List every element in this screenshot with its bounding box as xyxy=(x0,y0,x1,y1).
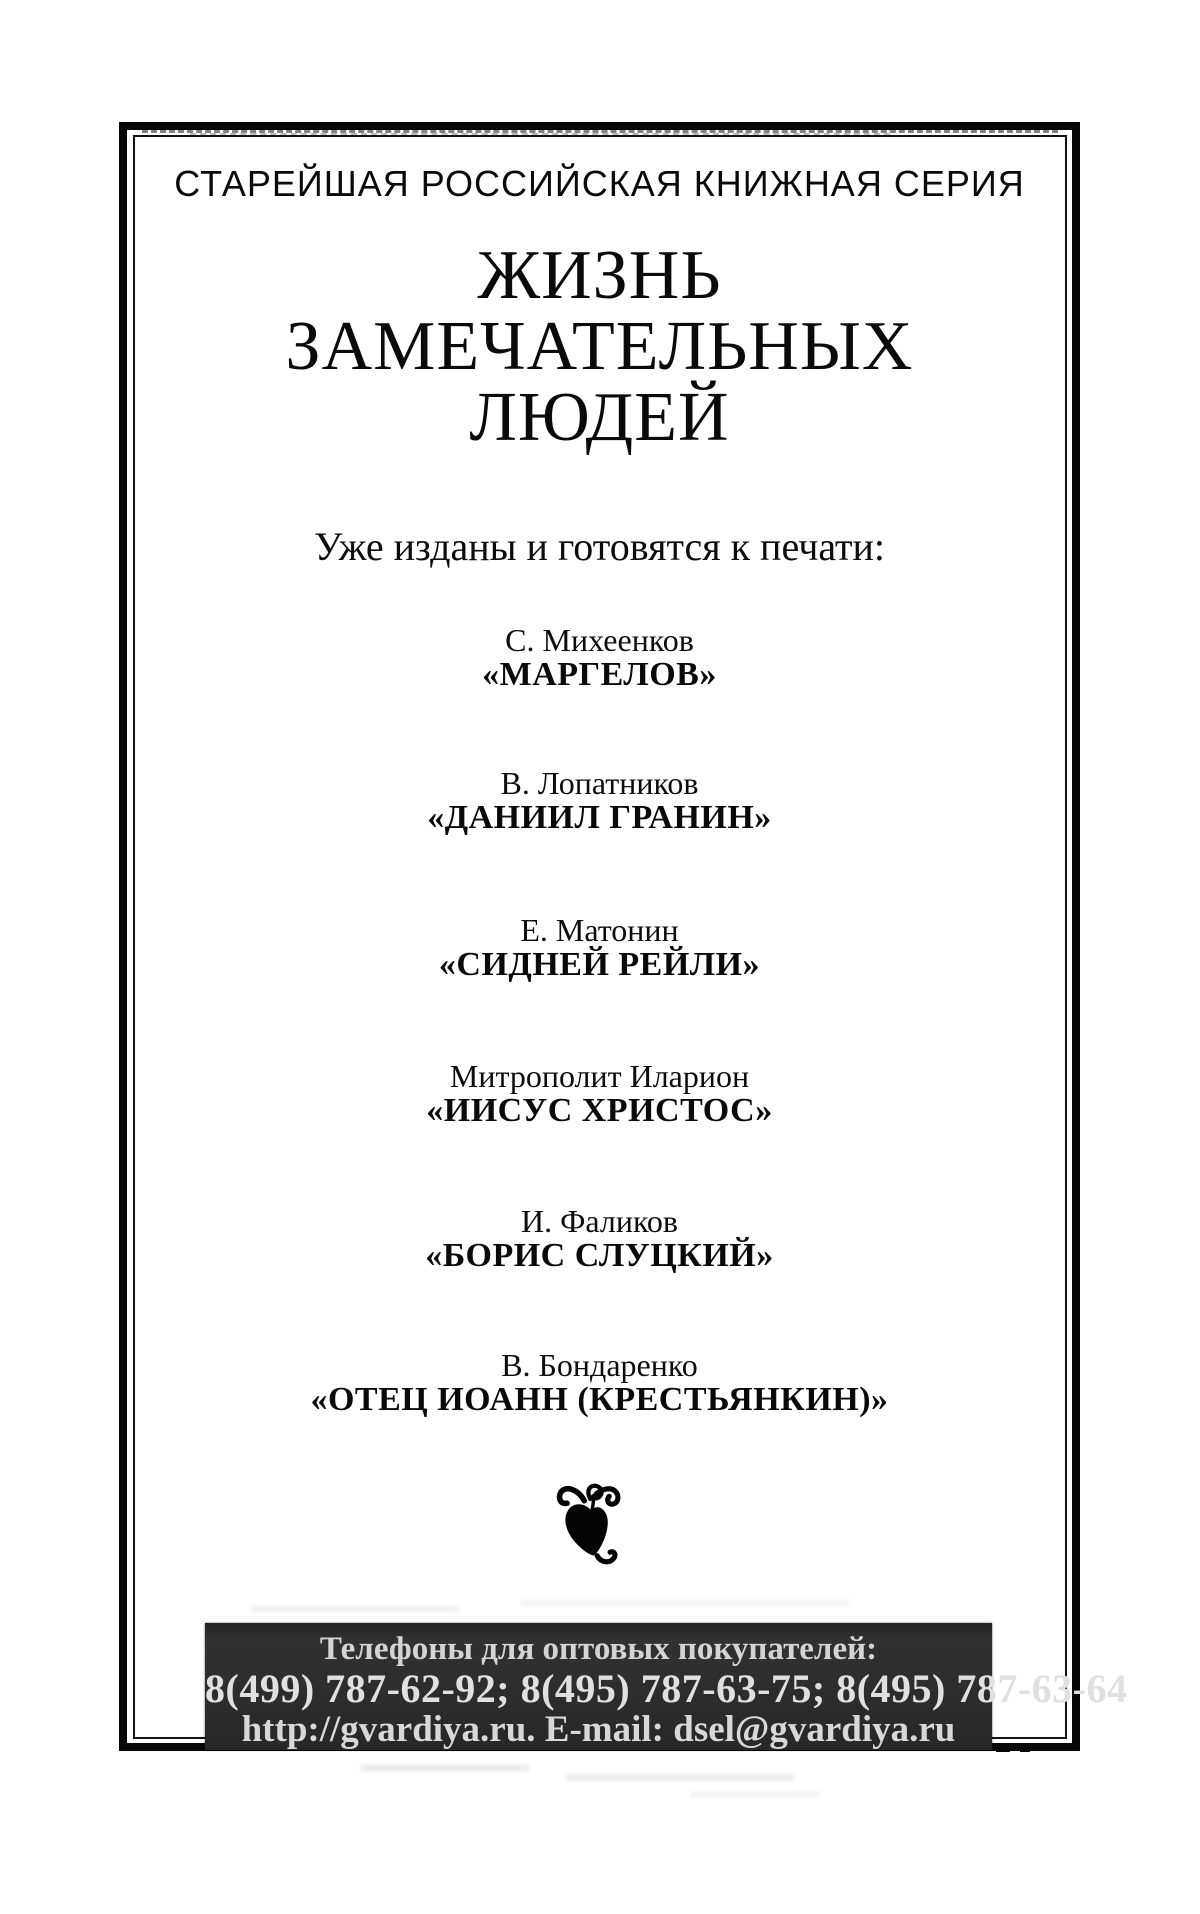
book-title: «ИИСУС ХРИСТОС» xyxy=(426,1092,773,1129)
book-title: «СИДНЕЙ РЕЙЛИ» xyxy=(438,946,761,983)
list-item xyxy=(119,1348,1080,1417)
page-title xyxy=(119,237,1080,456)
scan-noise-dashed-line xyxy=(190,133,890,135)
book-title: «ОТЕЦ ИОАНН (КРЕСТЬЯНКИН)» xyxy=(310,1381,889,1418)
title-line-1: ЖИЗНЬ xyxy=(477,237,722,314)
website-and-email: http://gvardiya.ru. E-mail: dsel@gvardiya.ru xyxy=(241,1709,956,1750)
list-item xyxy=(119,913,1080,982)
series-label: СТАРЕЙШАЯ РОССИЙСКАЯ КНИЖНАЯ СЕРИЯ xyxy=(174,163,1025,204)
book-author: Е. Матонин xyxy=(520,912,679,948)
book-author: С. Михеенков xyxy=(505,622,694,658)
wholesale-contact-box xyxy=(205,1623,1128,1750)
list-item xyxy=(119,623,1080,692)
book-title: «ДАНИИЛ ГРАНИН» xyxy=(427,799,772,836)
scan-smudge xyxy=(690,1792,820,1797)
book-author: В. Бондаренко xyxy=(501,1347,698,1383)
title-line-2: ЗАМЕЧАТЕЛЬНЫХ xyxy=(285,308,914,385)
scan-noise-marks xyxy=(996,1746,1048,1752)
list-item xyxy=(119,1204,1080,1273)
title-line-3: ЛЮДЕЙ xyxy=(469,379,730,456)
wholesale-phone-numbers: 8(499) 787-62-92; 8(495) 787-63-75; 8(495) 787-63-64 xyxy=(205,1666,1128,1711)
wholesale-contact-heading: Телефоны для оптовых покупателей: xyxy=(319,1631,878,1667)
scan-smudge xyxy=(360,1765,530,1771)
book-title: «МАРГЕЛОВ» xyxy=(482,656,717,693)
list-item xyxy=(119,1059,1080,1128)
floral-heart-icon xyxy=(552,1480,632,1566)
list-item xyxy=(119,766,1080,835)
book-author: В. Лопатников xyxy=(500,765,699,801)
scan-smudge xyxy=(565,1774,795,1781)
book-author: Митрополит Иларион xyxy=(449,1058,750,1094)
book-author: И. Фаликов xyxy=(521,1203,678,1239)
subtitle: Уже изданы и готовятся к печати: xyxy=(313,524,886,569)
book-title: «БОРИС СЛУЦКИЙ» xyxy=(425,1237,774,1274)
